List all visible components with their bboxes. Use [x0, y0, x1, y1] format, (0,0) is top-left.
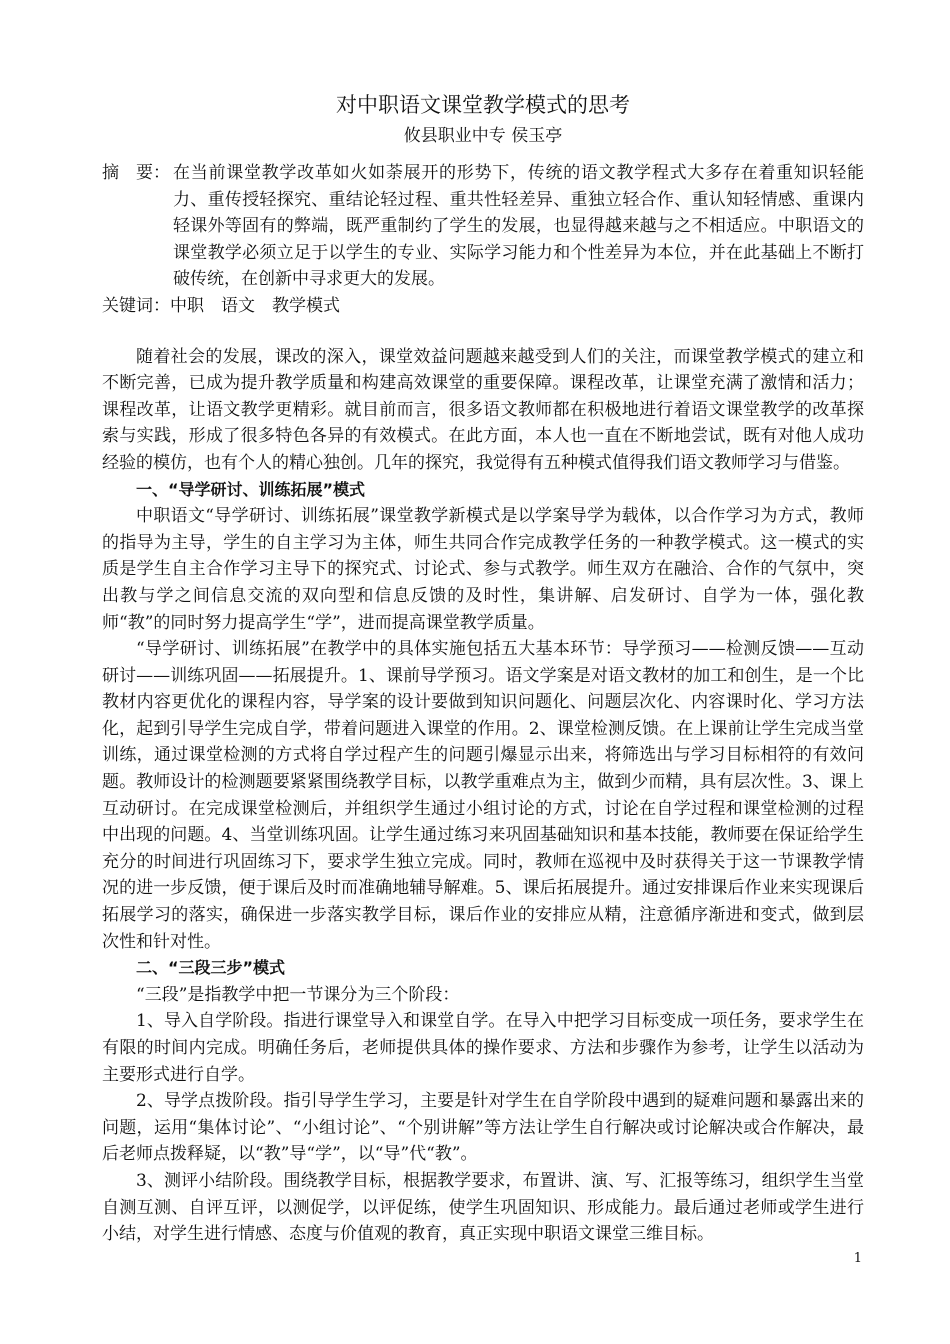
- intro-paragraph: 随着社会的发展，课改的深入，课堂效益问题越来越受到人们的关注，而课堂教学模式的建立和不断完善，已成为提升教学质量和构建高效课堂的重要保障。课程改革，让课堂充满了激情和活力；课程改革，让语文教学更精彩。就目前而言，很多语文教师都在积极地进行着语文课堂教学的改革探索与实践，形成了很多特色各异的有效模式。在此方面，本人也一直在不断地尝试，既有对他人成功经验的模仿，也有个人的精心独创。几年的探究，我觉得有五种模式值得我们语文教师学习与借鉴。: [102, 346, 864, 473]
- abstract: [102, 160, 864, 293]
- abstract-text: 在当前课堂教学改革如火如荼展开的形势下，传统的语文教学程式大多存在着重知识轻能力、重传授轻探究、重结论轻过程、重共性轻差异、重独立轻合作、重认知轻情感、重课内轻课外等固有的弊端，既严重制约了学生的发展，也显得越来越与之不相适应。中职语文的课堂教学必须立足于以学生的专业、实际学习能力和个性差异为本位，并在此基础上不断打破传统，在创新中寻求更大的发展。: [173, 163, 864, 290]
- paragraph: “导学研讨、训练拓展”在教学中的具体实施包括五大基本环节：导学预习——检测反馈——互动研讨——训练巩固——拓展提升。1、课前导学预习。语文学案是对语文教材的加工和创生，是一个比教材内容更优化的课程内容，导学案的设计要做到知识问题化、问题层次化、内容课时化、学习方法化，起到引导学生完成自学，带着问题进入课堂的作用。2、课堂检测反馈。在上课前让学生完成当堂训练，通过课堂检测的方式将自学过程产生的问题引爆显示出来，将筛选出与学习目标相符的有效问题。教师设计的检测题要紧紧围绕教学目标，以教学重难点为主，做到少而精，具有层次性。3、课上互动研讨。在完成课堂检测后，并组织学生通过小组讨论的方式，讨论在自学过程和课堂检测的过程中出现的问题。4、当堂训练巩固。让学生通过练习来巩固基础知识和基本技能，教师要在保证给学生充分的时间进行巩固练习下，要求学生独立完成。同时，教师在巡视中及时获得关于这一节课教学情况的进一步反馈，便于课后及时而准确地辅导解难。5、课后拓展提升。通过安排课后作业来实现课后拓展学习的落实，确保进一步落实教学目标，课后作业的安排应从精，注意循序渐进和变式，做到层次性和针对性。: [102, 639, 864, 952]
- document-author: 攸县职业中专 侯玉亭: [403, 126, 563, 146]
- paragraph: 中职语文“导学研讨、训练拓展”课堂教学新模式是以学案导学为载体，以合作学习为方式，教师的指导为主导，学生的自主学习为主体，师生共同合作完成教学任务的一种教学模式。这一模式的实质是学生自主合作学习主导下的探究式、讨论式、参与式教学。师生双方在融洽、合作的气氛中，突出教与学之间信息交流的双向型和信息反馈的及时性，集讲解、启发研讨、自学为一体，强化教师“教”的同时努力提高学生“学”，进而提高课堂教学质量。: [102, 506, 864, 633]
- document-title: 对中职语文课堂教学模式的思考: [336, 93, 630, 117]
- keywords: 关键词：中职 语文 教学模式: [102, 295, 340, 316]
- page-number: 1: [853, 1251, 862, 1266]
- paragraph: “三段”是指教学中把一节课分为三个阶段：: [136, 984, 460, 1005]
- paragraph: 3、测评小结阶段。围绕教学目标，根据教学要求，布置讲、演、写、汇报等练习，组织学生当堂自测互测、自评互评，以测促学，以评促练，使学生巩固知识、形成能力。最后通过老师或学生进行小结，对学生进行情感、态度与价值观的教育，真正实现中职语文课堂三维目标。: [102, 1170, 864, 1245]
- section-heading-1: 一、“导学研讨、训练拓展”模式: [136, 479, 366, 499]
- abstract-label: 摘 要：: [102, 163, 170, 183]
- paragraph: 1、导入自学阶段。指进行课堂导入和课堂自学。在导入中把学习目标变成一项任务，要求学生在有限的时间内完成。明确任务后，老师提供具体的操作要求、方法和步骤作为参考，让学生以活动为主要形式进行自学。: [102, 1011, 864, 1085]
- document-page: [102, 80, 864, 1248]
- section-heading-2: 二、“三段三步”模式: [136, 958, 286, 978]
- paragraph: 2、导学点拨阶段。指引导学生学习，主要是针对学生在自学阶段中遇到的疑难问题和暴露出来的问题，运用“集体讨论”、“小组讨论”、“个别讲解”等方法让学生自行解决或讨论解决或合作解决，最后老师点拨释疑，以“教”导“学”，以“导”代“教”。: [102, 1091, 864, 1165]
